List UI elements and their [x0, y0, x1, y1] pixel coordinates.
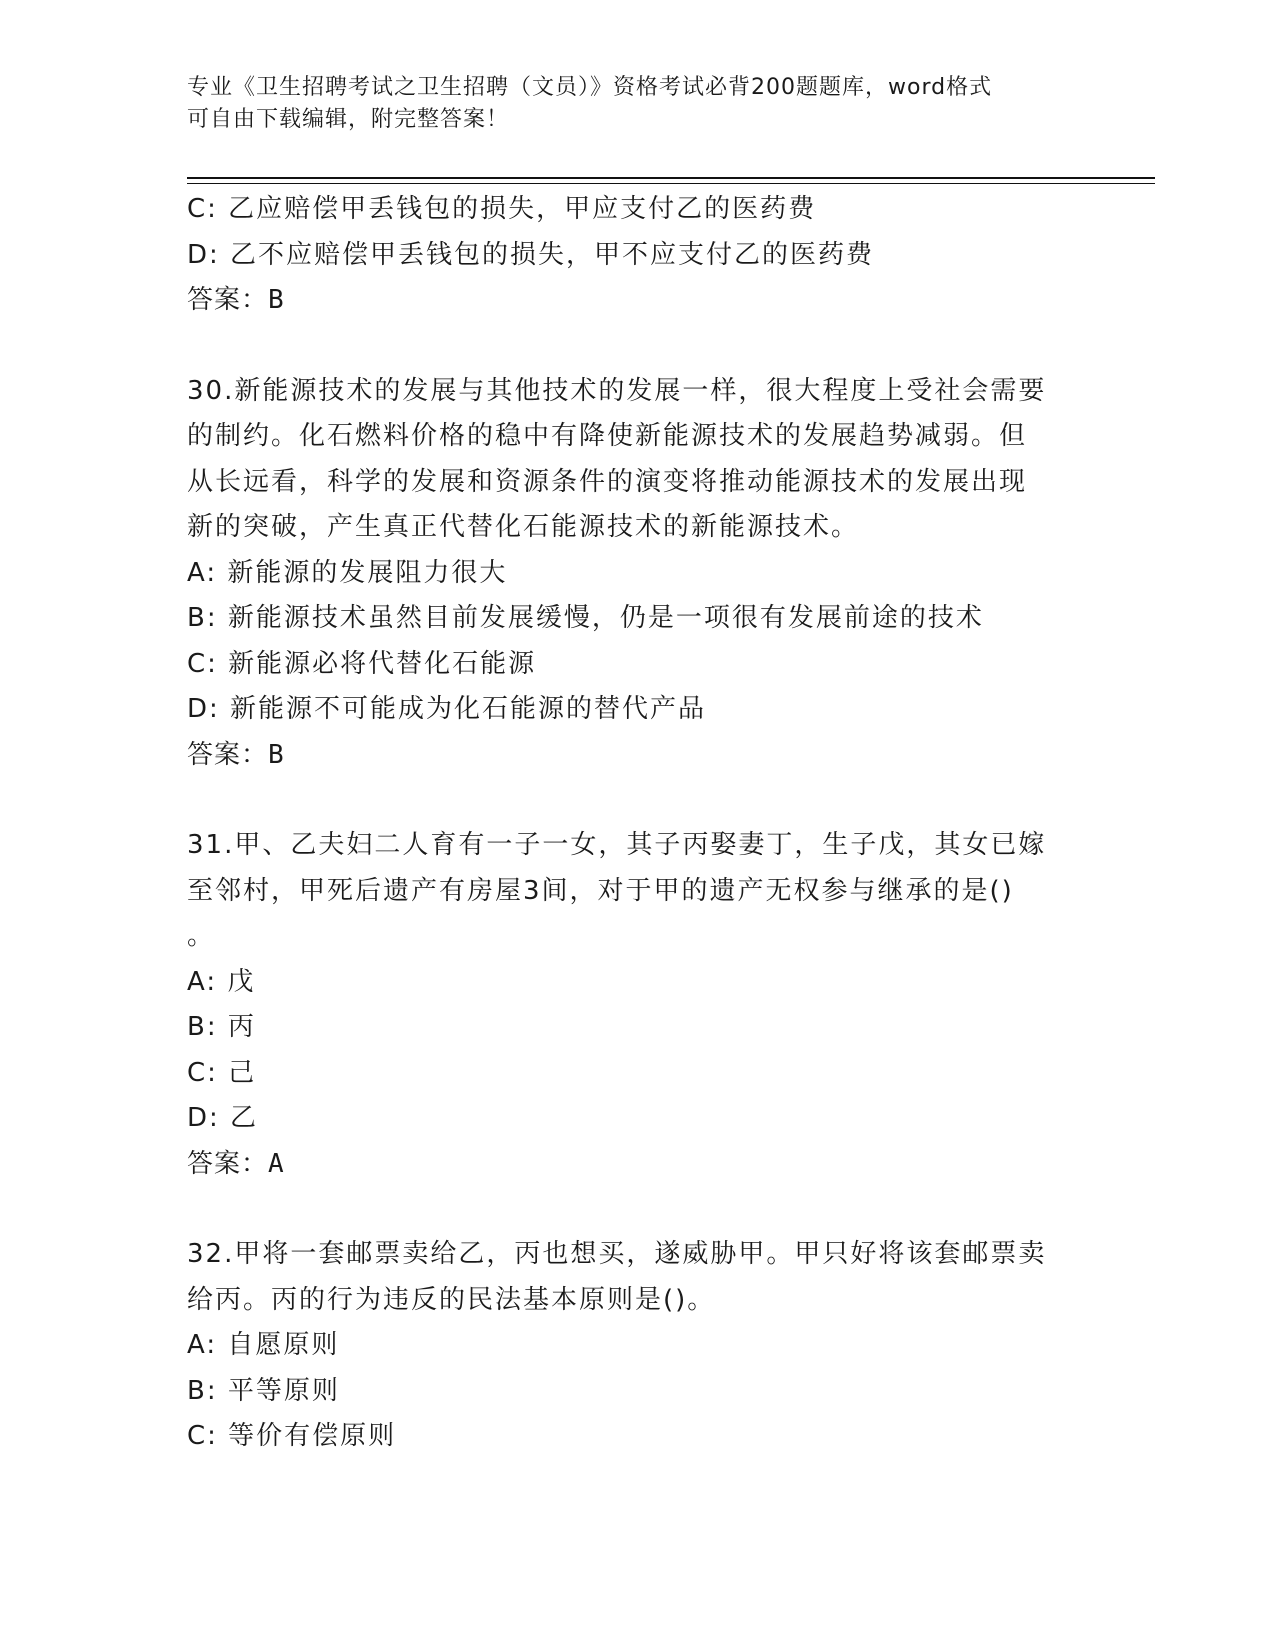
option-c: C: 乙应赔偿甲丢钱包的损失，甲应支付乙的医药费 [187, 194, 817, 224]
option-c: C: 新能源必将代替化石能源 [187, 648, 537, 679]
document-header [187, 72, 1067, 136]
answer-line [187, 1142, 1087, 1188]
question-text-line: 从长远看，科学的发展和资源条件的演变将推动能源技术的发展出现 [187, 466, 1028, 497]
header-divider-thick [187, 177, 1155, 179]
option-d: D: 乙不应赔偿甲丢钱包的损失，甲不应支付乙的医药费 [187, 239, 875, 270]
answer-line [187, 278, 1087, 324]
answer-label: 答案： [187, 739, 269, 770]
question-31 [187, 823, 1087, 1187]
option-b: B: 丙 [187, 1012, 256, 1042]
option-a: A: 新能源的发展阻力很大 [187, 557, 508, 588]
question-text-line: 32.甲将一套邮票卖给乙，丙也想买，遂威胁甲。甲只好将该套邮票卖 [187, 1239, 1047, 1269]
option-c: C: 己 [187, 1057, 257, 1088]
option-d: D: 新能源不可能成为化石能源的替代产品 [187, 694, 707, 724]
question-30 [187, 369, 1087, 779]
option-b: B: 新能源技术虽然目前发展缓慢，仍是一项很有发展前途的技术 [187, 603, 984, 633]
question-gap [187, 778, 1087, 823]
question-gap [187, 324, 1087, 369]
answer-value: A [268, 1148, 286, 1179]
document-body [187, 187, 1087, 1460]
question-32 [187, 1232, 1087, 1460]
question-text-line: 给丙。丙的行为违反的民法基本原则是()。 [187, 1284, 716, 1315]
question-text-line: 的制约。化石燃料价格的稳中有降使新能源技术的发展趋势减弱。但 [187, 421, 1028, 451]
question-text-line: 至邻村，甲死后遗产有房屋3间，对于甲的遗产无权参与继承的是() [187, 875, 1014, 906]
option-b: B: 平等原则 [187, 1375, 340, 1406]
header-divider-thin [187, 183, 1155, 184]
answer-value: B [268, 285, 286, 315]
prev-question-block [187, 187, 1087, 324]
question-text-line: 30.新能源技术的发展与其他技术的发展一样，很大程度上受社会需要 [187, 375, 1047, 406]
question-text-line: 31.甲、乙夫妇二人育有一子一女，其子丙娶妻丁，生子戊，其女已嫁 [187, 830, 1047, 860]
answer-label: 答案： [187, 1148, 269, 1179]
option-d: D: 乙 [187, 1103, 259, 1133]
answer-value: B [268, 739, 286, 770]
question-gap [187, 1187, 1087, 1232]
answer-line [187, 733, 1087, 779]
header-line-2: 可自由下载编辑，附完整答案！ [187, 107, 510, 132]
option-c: C: 等价有偿原则 [187, 1421, 397, 1451]
option-a: A: 自愿原则 [187, 1330, 340, 1360]
question-text-line: 。 [187, 921, 216, 951]
question-text-line: 新的突破，产生真正代替化石能源技术的新能源技术。 [187, 512, 860, 542]
header-line-1: 专业《卫生招聘考试之卫生招聘（文员）》资格考试必背200题题库，word格式 [187, 75, 993, 100]
answer-label: 答案： [187, 285, 269, 315]
option-a: A: 戊 [187, 966, 256, 997]
